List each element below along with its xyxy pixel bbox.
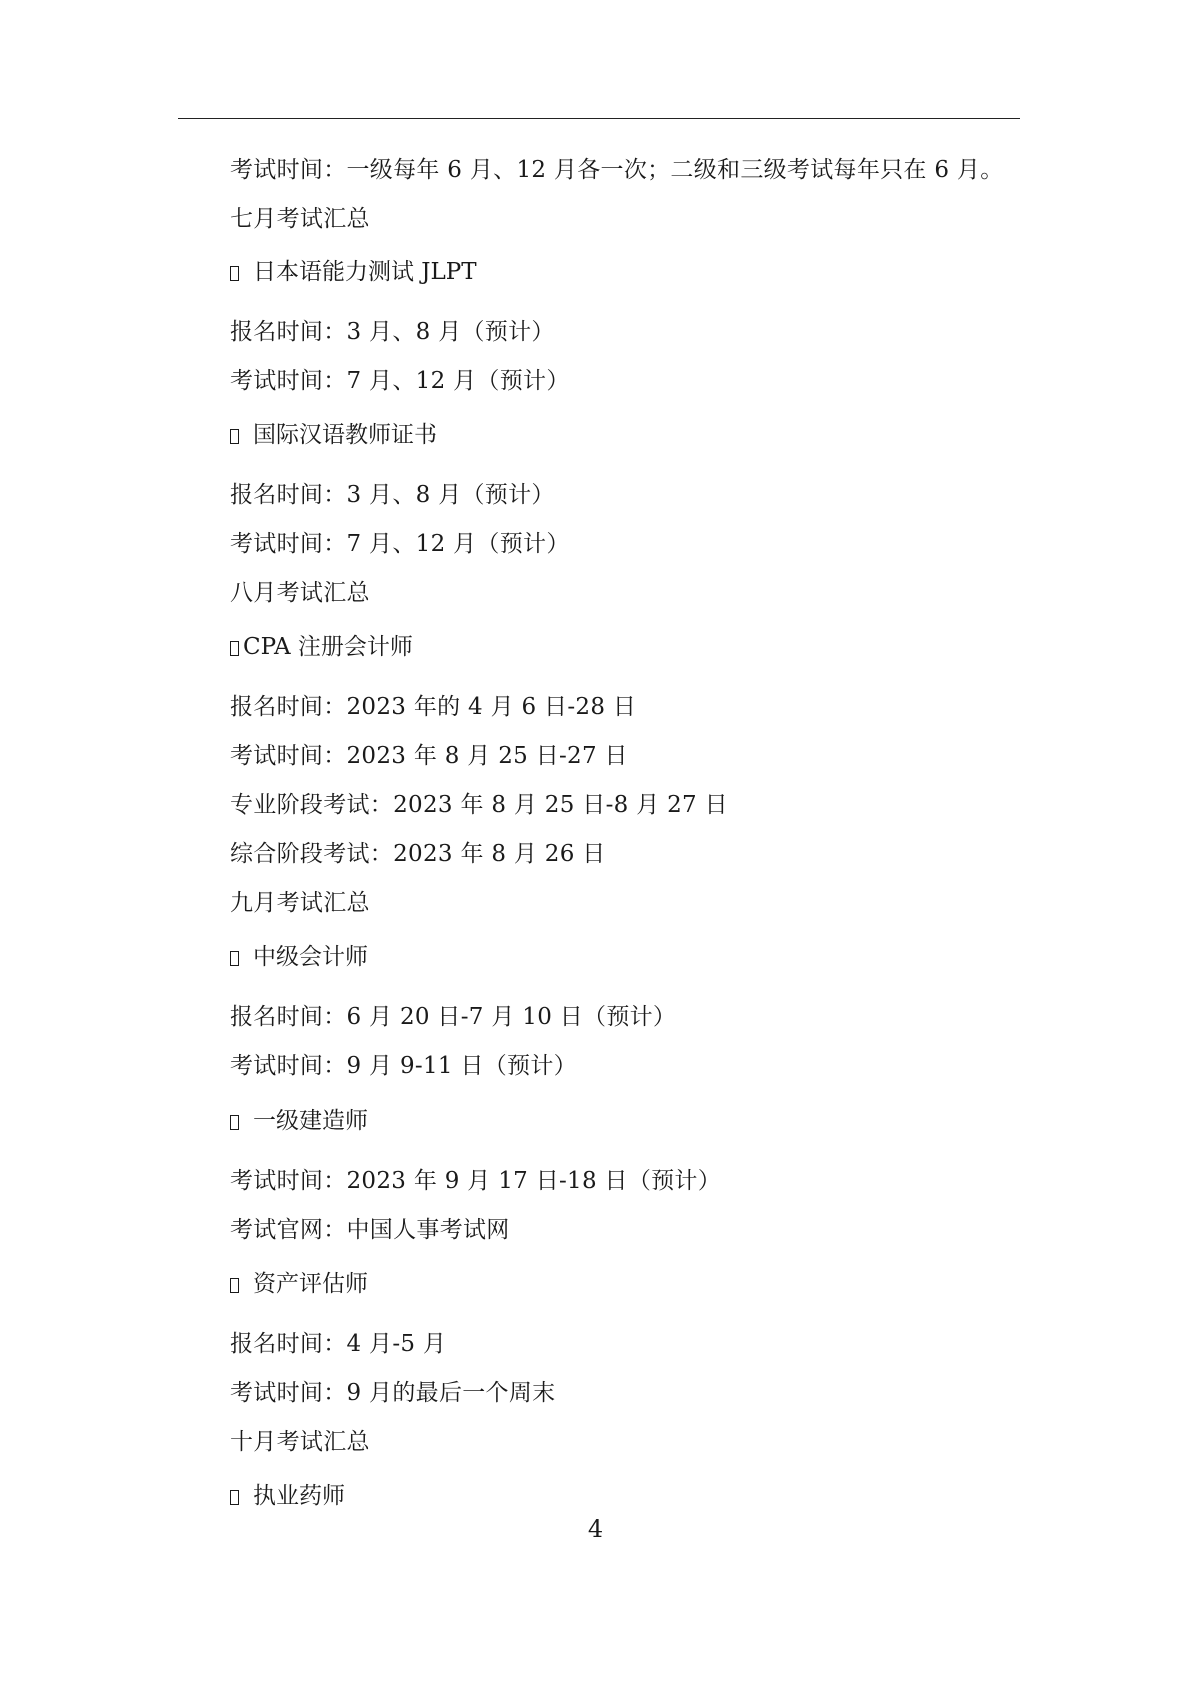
- pharmacist-item: [230, 1481, 345, 1511]
- appraiser-title: 资产评估师: [253, 1271, 368, 1297]
- appraiser-item: [230, 1269, 368, 1299]
- bullet-box-icon: [230, 1490, 239, 1505]
- constructor-website: 考试官网：中国人事考试网: [230, 1217, 510, 1243]
- bullet-box-icon: [230, 1278, 239, 1293]
- bullet-box-icon: [230, 951, 239, 966]
- appraiser-register: 报名时间：4 月-5 月: [230, 1331, 447, 1357]
- jlpt-register: 报名时间：3 月、8 月（预计）: [230, 319, 555, 345]
- jlpt-title: 日本语能力测试 JLPT: [253, 259, 477, 285]
- cpa-register: 报名时间：2023 年的 4 月 6 日-28 日: [230, 694, 637, 720]
- intermediate-accountant-item: [230, 942, 368, 972]
- cte-exam: 考试时间：7 月、12 月（预计）: [230, 531, 570, 557]
- cte-title: 国际汉语教师证书: [253, 422, 437, 448]
- pharmacist-title: 执业药师: [253, 1483, 345, 1509]
- august-heading: 八月考试汇总: [230, 580, 370, 606]
- jlpt-exam: 考试时间：7 月、12 月（预计）: [230, 368, 570, 394]
- jlpt-item: [230, 257, 477, 287]
- bullet-box-icon: [230, 429, 239, 444]
- intermediate-accountant-title: 中级会计师: [253, 944, 368, 970]
- constructor-exam: 考试时间：2023 年 9 月 17 日-18 日（预计）: [230, 1168, 722, 1194]
- bullet-box-icon: [230, 1115, 239, 1130]
- october-heading: 十月考试汇总: [230, 1429, 370, 1455]
- header-rule: [178, 118, 1020, 119]
- top-exam-time: 考试时间：一级每年 6 月、12 月各一次；二级和三级考试每年只在 6 月。: [230, 157, 1004, 183]
- cpa-title: CPA 注册会计师: [243, 634, 413, 660]
- cpa-exam: 考试时间：2023 年 8 月 25 日-27 日: [230, 743, 628, 769]
- july-heading: 七月考试汇总: [230, 206, 370, 232]
- cte-item: [230, 420, 437, 450]
- september-heading: 九月考试汇总: [230, 890, 370, 916]
- cpa-item: [230, 632, 413, 662]
- intermediate-accountant-exam: 考试时间：9 月 9-11 日（预计）: [230, 1053, 577, 1079]
- constructor-item: [230, 1106, 368, 1136]
- cpa-comprehensive: 综合阶段考试：2023 年 8 月 26 日: [230, 841, 606, 867]
- cte-register: 报名时间：3 月、8 月（预计）: [230, 482, 555, 508]
- intermediate-accountant-register: 报名时间：6 月 20 日-7 月 10 日（预计）: [230, 1004, 677, 1030]
- page-number: 4: [587, 1515, 604, 1543]
- bullet-box-icon: [230, 266, 239, 281]
- constructor-title: 一级建造师: [253, 1108, 368, 1134]
- bullet-box-icon: [230, 641, 239, 656]
- appraiser-exam: 考试时间：9 月的最后一个周末: [230, 1380, 556, 1406]
- cpa-professional: 专业阶段考试：2023 年 8 月 25 日-8 月 27 日: [230, 792, 728, 818]
